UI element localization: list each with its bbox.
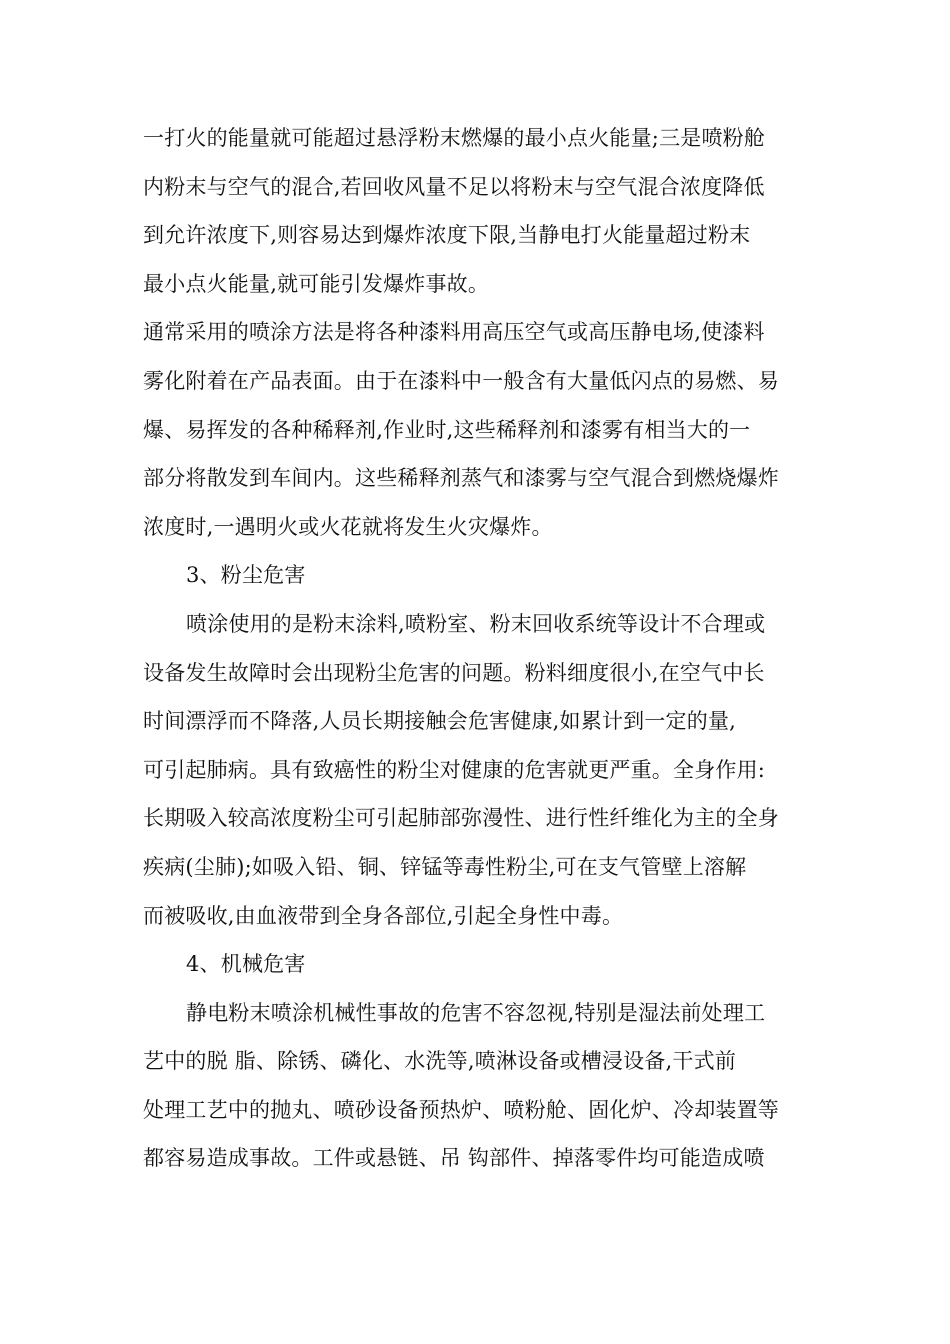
text-line: 时间漂浮而不降落,人员长期接触会危害健康,如累计到一定的量, <box>143 709 737 734</box>
body-text <box>143 114 808 1183</box>
text-line: 内粉末与空气的混合,若回收风量不足以将粉末与空气混合浓度降低 <box>143 174 765 199</box>
text-line: 浓度时,一遇明火或火花就将发生火灾爆炸。 <box>143 514 553 539</box>
text-line: 静电粉末喷涂机械性事故的危害不容忽视,特别是湿法前处理工 <box>186 1000 766 1025</box>
text-line: 雾化附着在产品表面。由于在漆料中一般含有大量低闪点的易燃、易 <box>143 368 779 393</box>
section-heading-dust-hazard: 3、粉尘危害 <box>186 563 306 588</box>
text-line: 爆、易挥发的各种稀释剂,作业时,这些稀释剂和漆雾有相当大的一 <box>143 417 751 442</box>
text-line: 最小点火能量,就可能引发爆炸事故。 <box>143 271 490 296</box>
text-line: 处理工艺中的抛丸、喷砂设备预热炉、喷粉舱、固化炉、冷却装置等 <box>143 1097 779 1122</box>
text-line: 喷涂使用的是粉末涂料,喷粉室、粉末回收系统等设计不合理或 <box>186 611 766 636</box>
text-line: 通常采用的喷涂方法是将各种漆料用高压空气或高压静电场,使漆料 <box>143 320 765 345</box>
text-line: 一打火的能量就可能超过悬浮粉末燃爆的最小点火能量;三是喷粉舱 <box>143 126 766 150</box>
text-line: 而被吸收,由血液带到全身各部位,引起全身性中毒。 <box>143 903 624 928</box>
text-line: 到允许浓度下,则容易达到爆炸浓度下限,当静电打火能量超过粉末 <box>143 223 751 248</box>
text-line: 都容易造成事故。工件或悬链、吊 钩部件、掉落零件均可能造成喷 <box>143 1146 765 1171</box>
text-line: 部分将散发到车间内。这些稀释剂蒸气和漆雾与空气混合到燃烧爆炸 <box>143 466 779 491</box>
text-line: 长期吸入较高浓度粉尘可引起肺部弥漫性、进行性纤维化为主的全身 <box>143 806 779 831</box>
section-heading-mechanical-hazard: 4、机械危害 <box>186 952 306 977</box>
text-line: 艺中的脱 脂、除锈、磷化、水洗等,喷淋设备或槽浸设备,干式前 <box>143 1049 737 1074</box>
text-line: 疾病(尘肺);如吸入铅、铜、锌锰等毒性粉尘,可在支气管壁上溶解 <box>143 854 747 879</box>
text-line: 可引起肺病。具有致癌性的粉尘对健康的危害就更严重。全身作用: <box>143 757 766 782</box>
text-line: 设备发生故障时会出现粉尘危害的问题。粉料细度很小,在空气中长 <box>143 660 765 685</box>
